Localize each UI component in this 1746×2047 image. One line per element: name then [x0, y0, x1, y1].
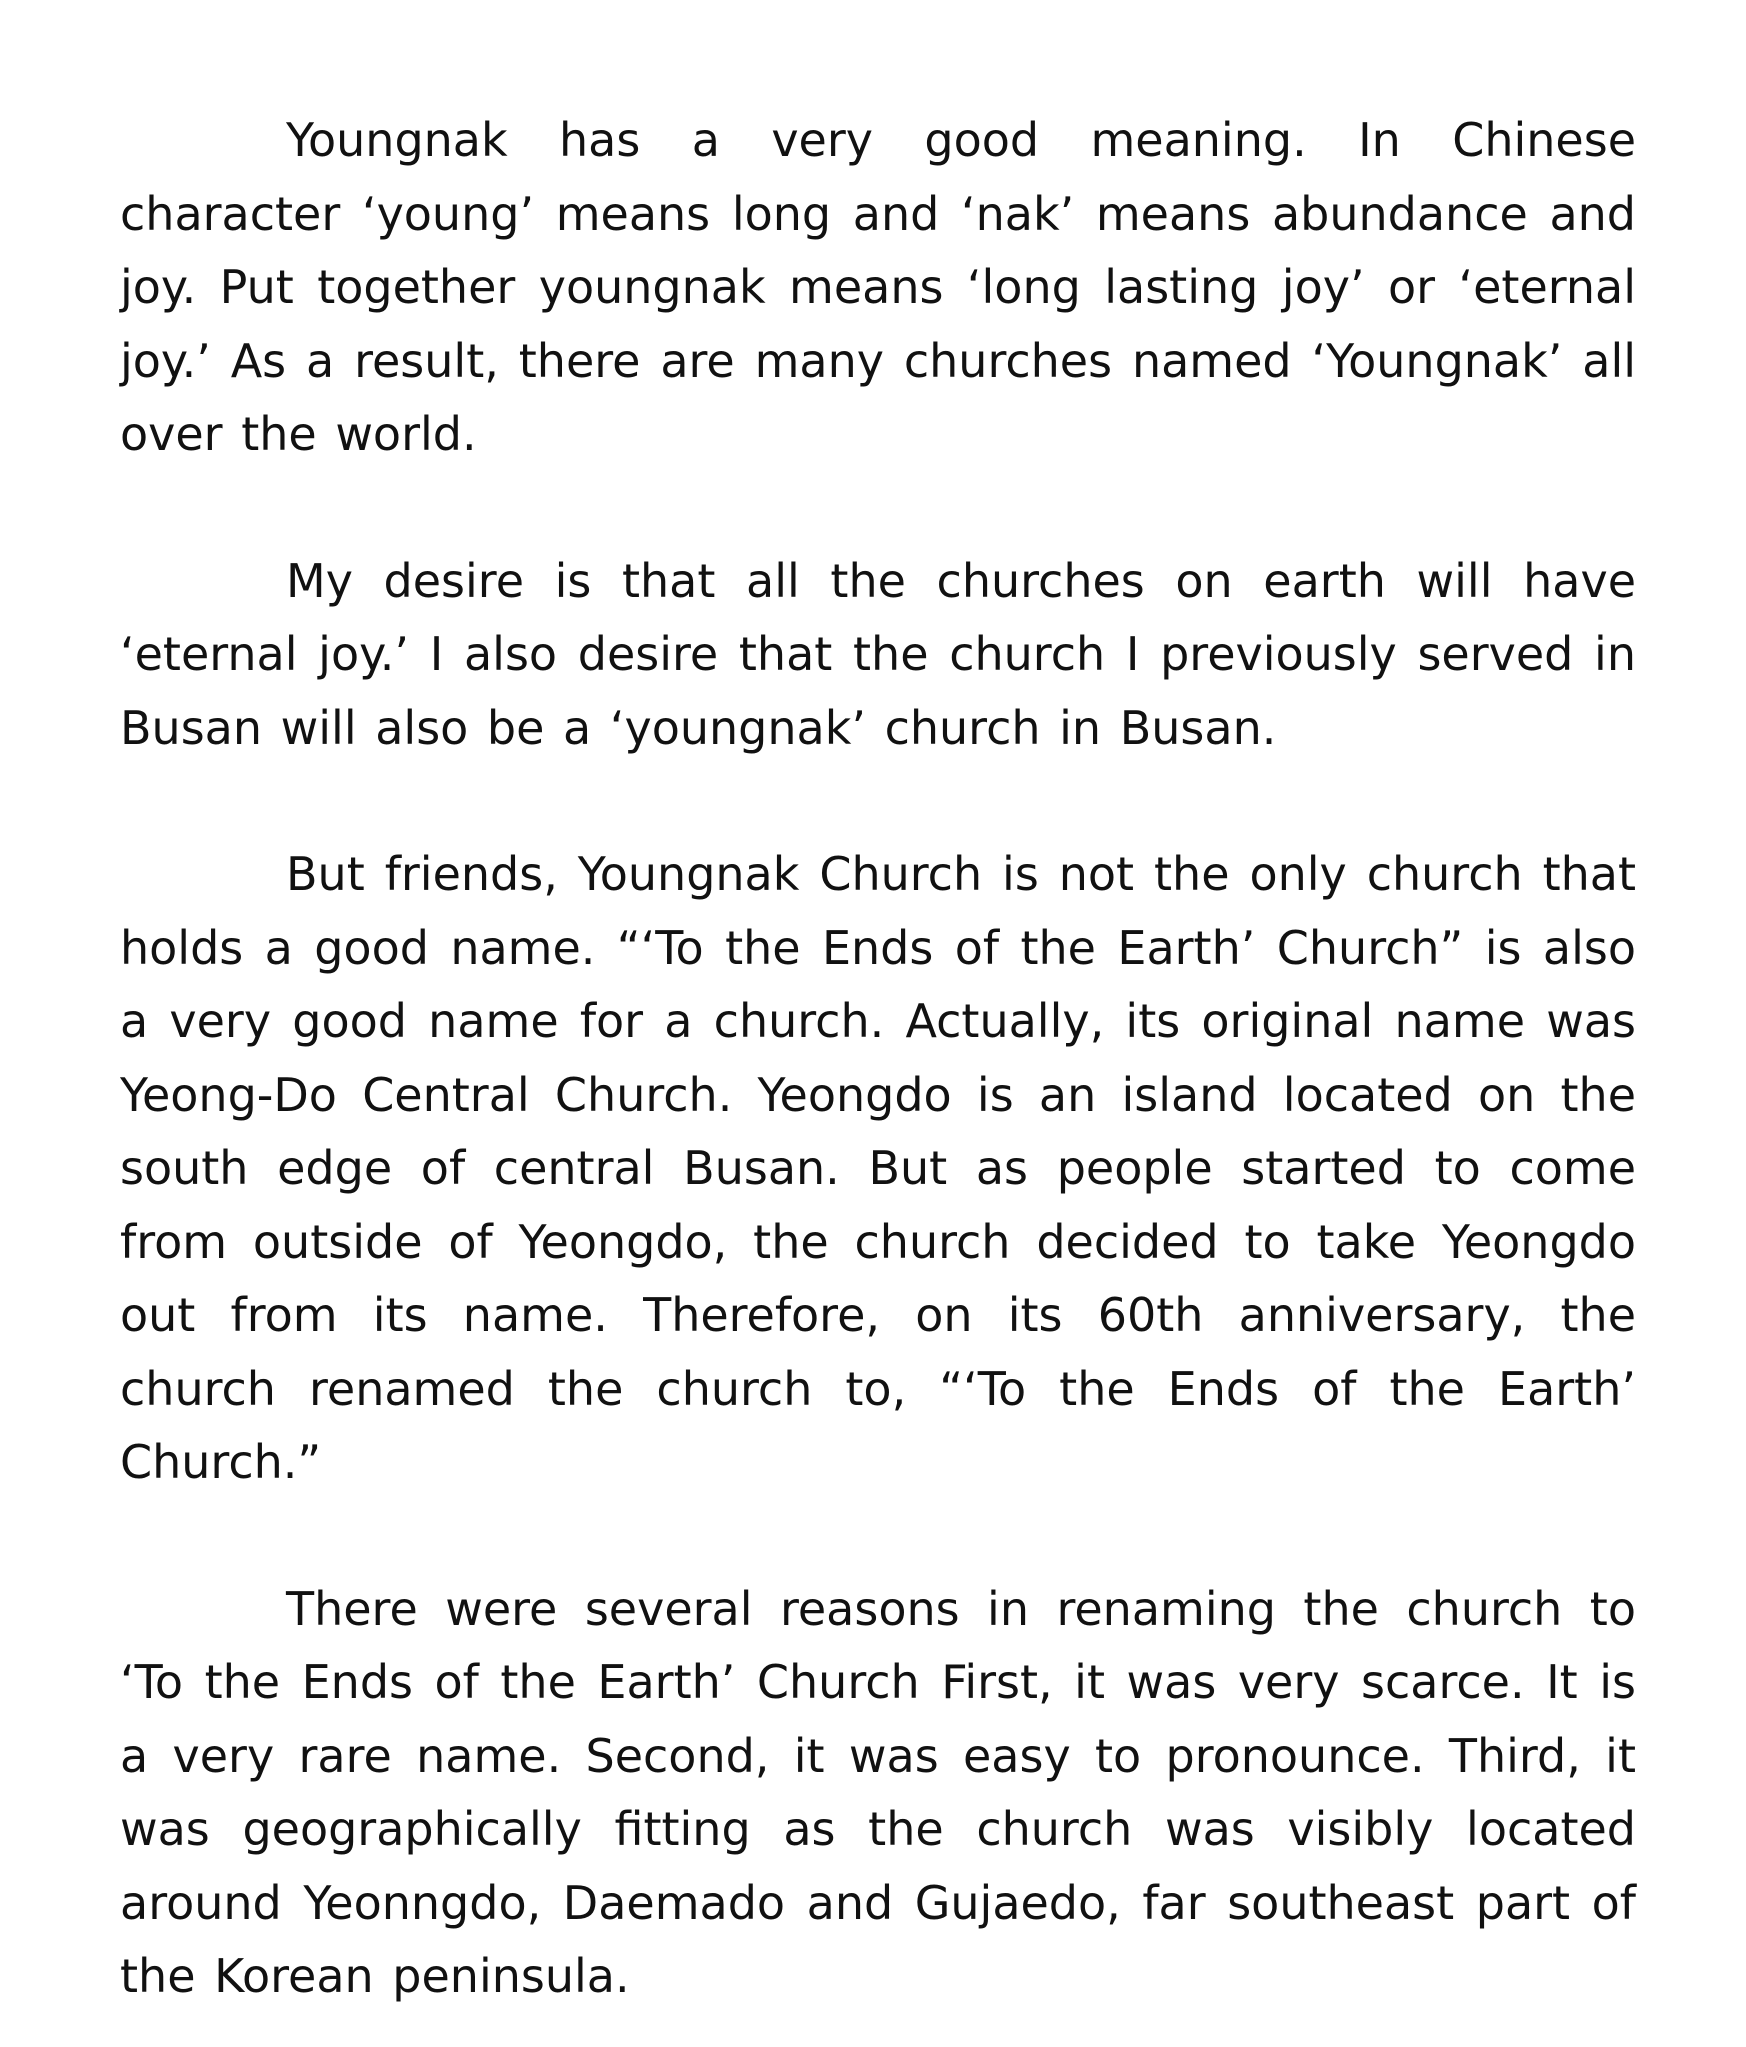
- paragraph-youngnak-meaning: Youngnak has a very good meaning. In Chinese character ‘young’ means long and ‘nak’ means abundance and joy. Put together youngnak means ‘long lasting joy’ or ‘eternal joy.’ As a result, there are many churches named ‘Youngnak’ all over the world.: [120, 113, 1636, 461]
- paragraph-renaming-reasons: There were several reasons in renaming the church to ‘To the Ends of the Earth’ Church First, it was very scarce. It is a very rare name. Second, it was easy to pronounce. Third, it was geographically fitting as the church was visibly located around Yeonngdo, Daemado and Gujaedo, far southeast part of the Korean peninsula.: [120, 1581, 1636, 2003]
- paragraph-church-renaming: But friends, Youngnak Church is not the only church that holds a good name. “‘To the Ends of the Earth’ Church” is also a very good name for a church. Actually, its original name was Yeong-Do Central Church. Yeongdo is an island located on the south edge of central Busan. But as people started to come from outside of Yeongdo, the church decided to take Yeongdo out from its name. Therefore, on its 60th anniversary, the church renamed the church to, “‘To the Ends of the Earth’ Church.”: [120, 847, 1636, 1489]
- document-page: [120, 104, 1636, 2014]
- paragraph-eternal-joy-desire: My desire is that all the churches on earth will have ‘eternal joy.’ I also desire that the church I previously served in Busan will also be a ‘youngnak’ church in Busan.: [120, 553, 1636, 755]
